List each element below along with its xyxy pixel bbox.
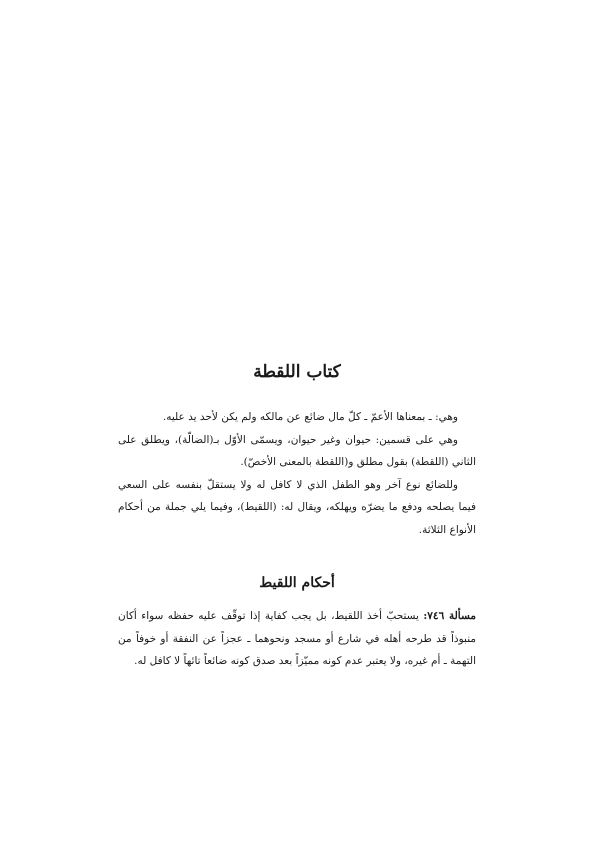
issue-text: يستحبّ أخذ اللقيط، بل يجب كفاية إذا توقّف عليه حفظه سواء أكان منبوذاً قد طرحه أهله في شارع أو مسجد ونحوهما ـ عجزاً عن النفقة أو خوفاً من التهمة ـ أم غيره، ولا يعتبر عدم كونه مميّزاً بعد صدق كونه ضائعاً تائهاً لا كافل له. — [118, 610, 476, 667]
intro-section — [118, 406, 476, 541]
document-page — [118, 0, 476, 843]
intro-paragraph-divisions: وهي على قسمين: حيوان وغير حيوان، ويسمّى الأوّل بـ(الضالّة)، ويطلق على الثاني (اللقطة) بقول مطلق و(اللقطة بالمعنى الأخصّ). — [118, 433, 476, 468]
book-title: كتاب اللقطة — [253, 362, 341, 382]
issue-746 — [118, 605, 476, 673]
intro-paragraph-definition: وهي: ـ بمعناها الأعمّ ـ كلّ مال ضائع عن مالكه ولم يكن لأحد يد عليه. — [162, 411, 458, 423]
intro-paragraph-foundling: وللضائع نوع آخر وهو الطفل الذي لا كافل له ولا يستقلّ بنفسه على السعي فيما يصلحه ودفع ما يضرّه ويهلكه، ويقال له: (اللقيط)، وفيما يلي جملة من أحكام الأنواع الثلاثة. — [118, 478, 476, 536]
section-title: أحكام اللقيط — [259, 575, 335, 591]
issue-label: مسألة ٧٤٦: — [423, 610, 476, 622]
